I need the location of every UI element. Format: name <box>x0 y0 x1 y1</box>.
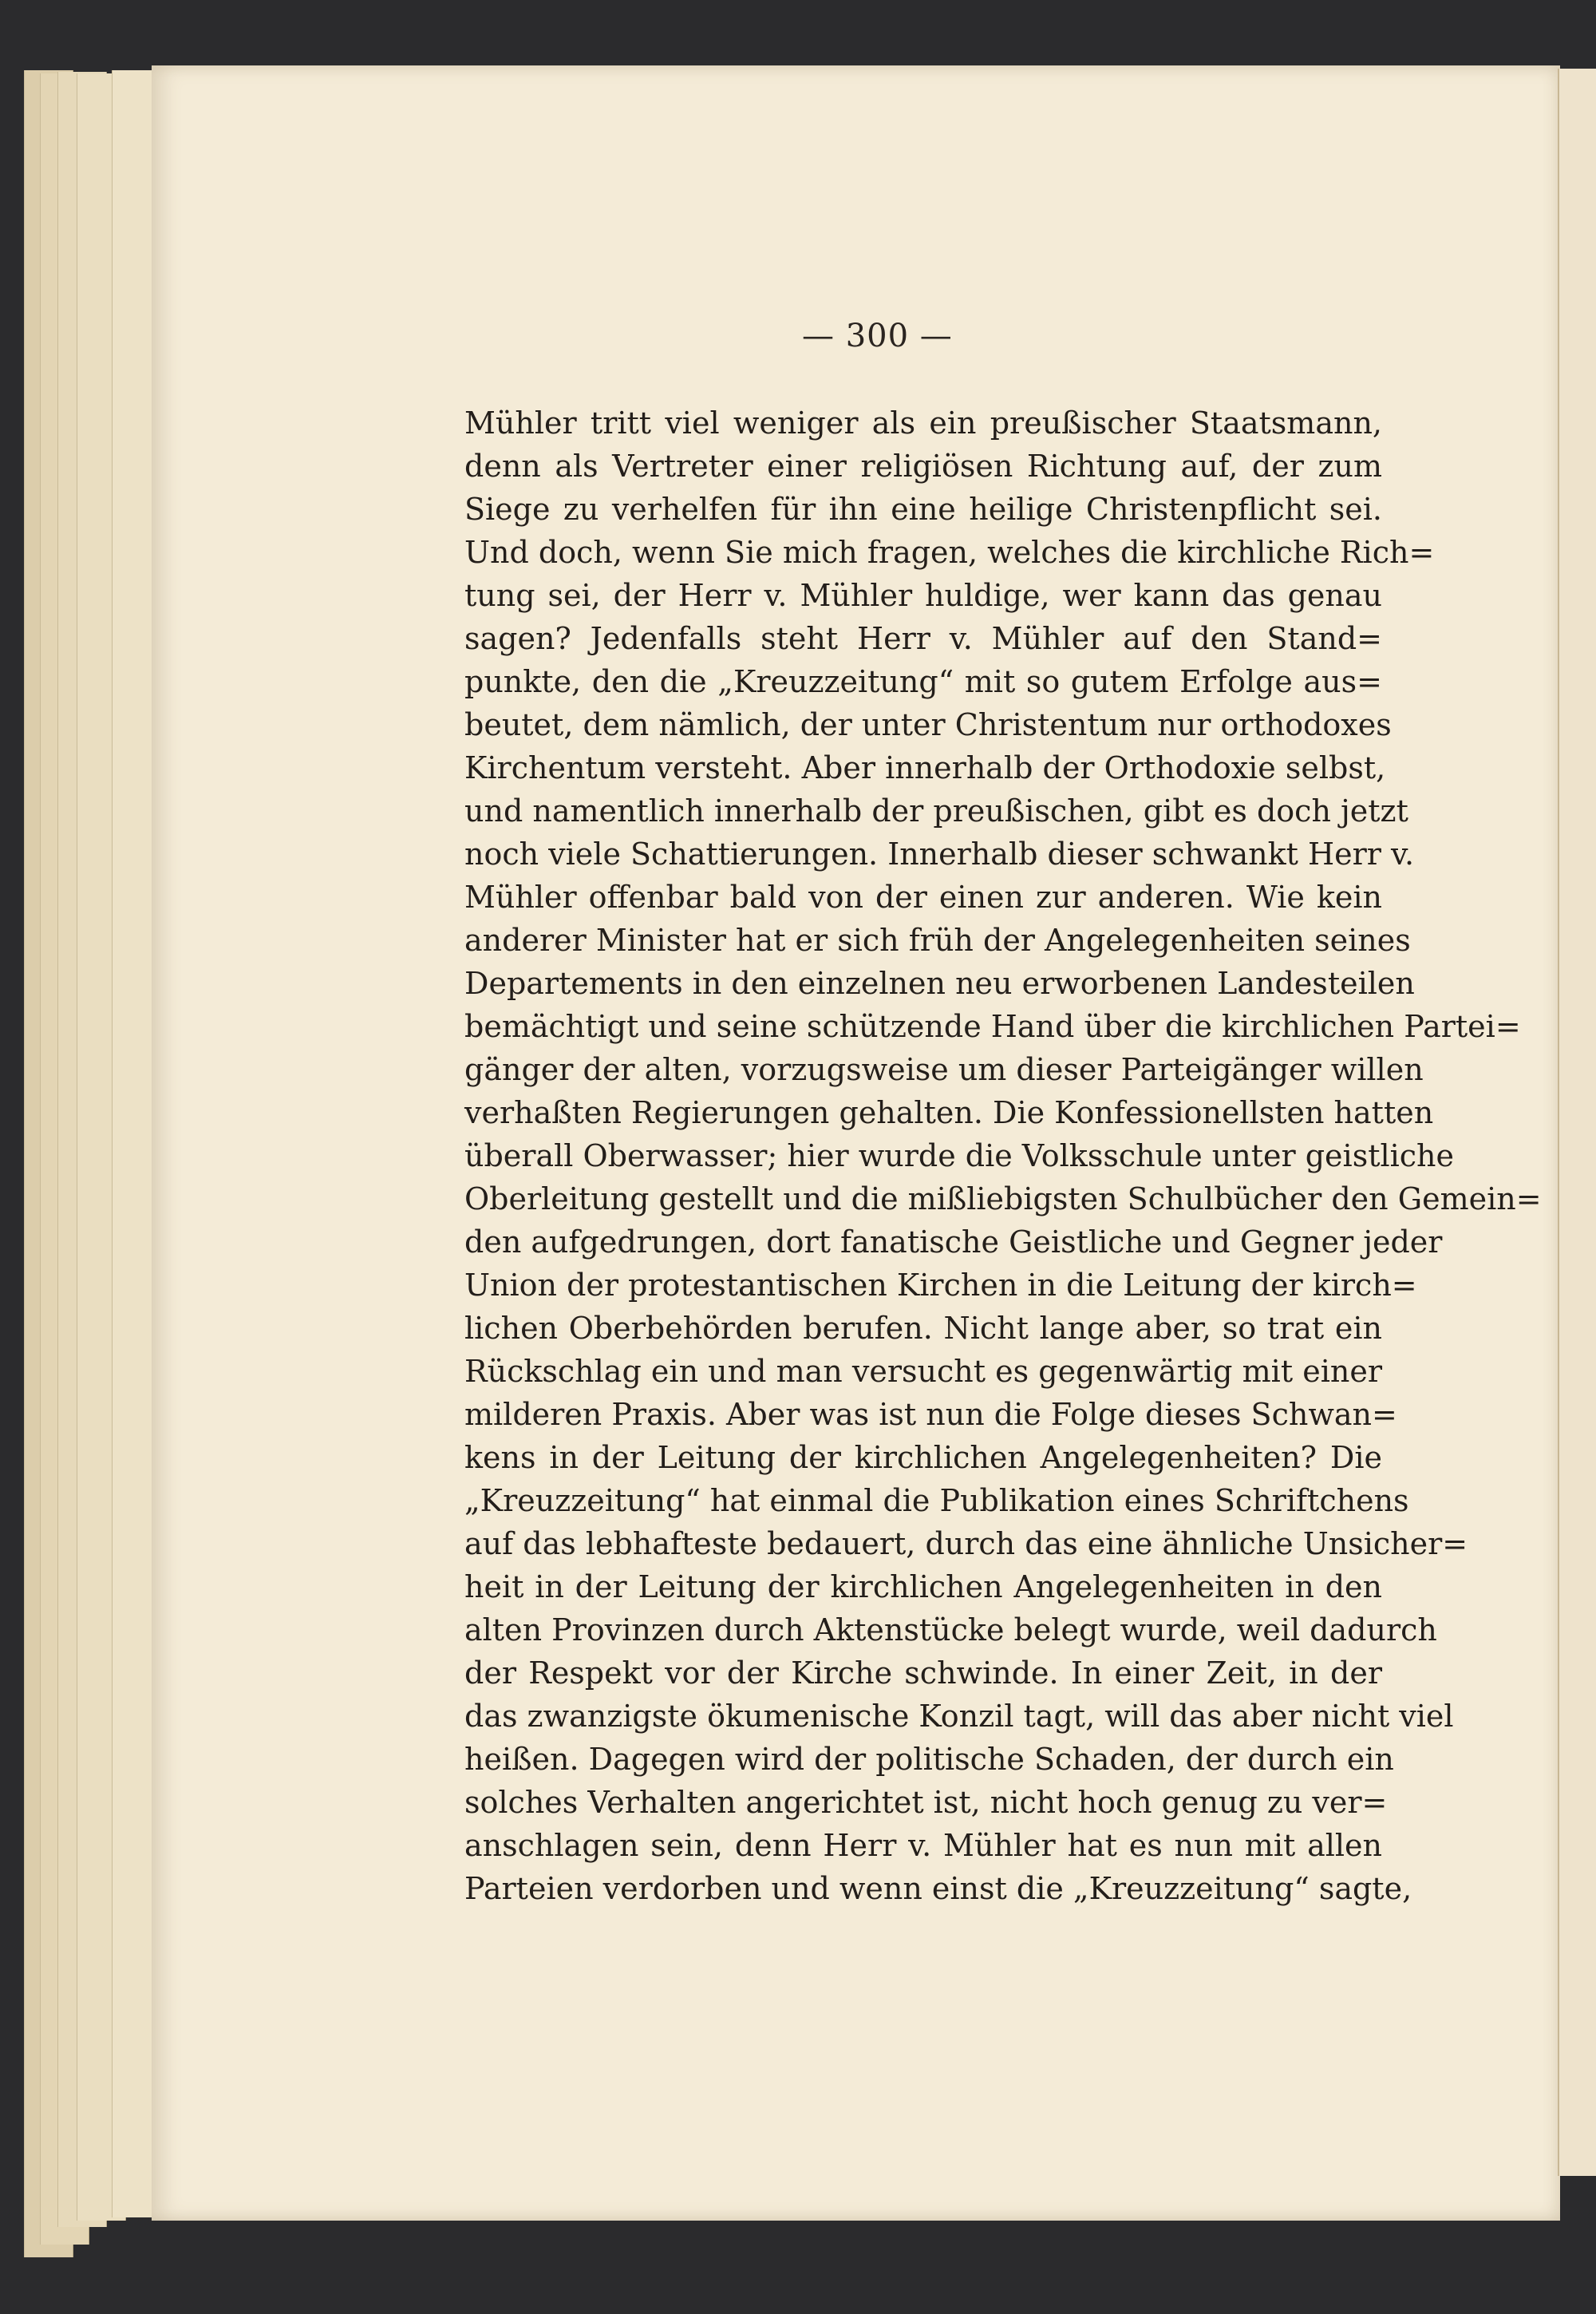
text-line: heißen. Dagegen wird der politische Schaden, der durch ein <box>464 1742 1394 1777</box>
text-line: anderer Minister hat er sich früh der Angelegenheiten seines <box>464 923 1411 958</box>
text-line: anschlagen sein, denn Herr v. Mühler hat es nun mit allen <box>464 1828 1382 1863</box>
text-line: den aufgedrungen, dort fanatische Geistliche und Gegner jeder <box>464 1224 1443 1260</box>
text-line: punkte, den die „Kreuzzeitung“ mit so gutem Erfolge aus= <box>464 664 1382 699</box>
text-line: heit in der Leitung der kirchlichen Angelegenheiten in den <box>464 1569 1382 1604</box>
text-line: Rückschlag ein und man versucht es gegenwärtig mit einer <box>464 1354 1382 1389</box>
text-line: tung sei, der Herr v. Mühler huldige, wer kann das genau <box>464 578 1382 613</box>
text-line: verhaßten Regierungen gehalten. Die Konfessionellsten hatten <box>464 1095 1434 1130</box>
body-text <box>464 401 1542 1910</box>
text-line: sagen? Jedenfalls steht Herr v. Mühler auf den Stand= <box>464 621 1382 656</box>
text-line: und namentlich innerhalb der preußischen, gibt es doch jetzt <box>464 793 1408 829</box>
text-line: Mühler offenbar bald von der einen zur anderen. Wie kein <box>464 880 1382 915</box>
text-line: solches Verhalten angerichtet ist, nicht hoch genug zu ver= <box>464 1785 1388 1820</box>
text-line: „Kreuzzeitung“ hat einmal die Publikation eines Schriftchens <box>464 1483 1409 1518</box>
text-line: Parteien verdorben und wenn einst die „Kreuzzeitung“ sagte, <box>464 1871 1412 1906</box>
text-line: Siege zu verhelfen für ihn eine heilige Christenpflicht sei. <box>464 492 1382 527</box>
text-line: Departements in den einzelnen neu erworbenen Landesteilen <box>464 966 1415 1001</box>
text-line: gänger der alten, vorzugsweise um dieser Parteigänger willen <box>464 1052 1424 1087</box>
text-line: Union der protestantischen Kirchen in die Leitung der kirch= <box>464 1268 1417 1303</box>
text-line: noch viele Schattierungen. Innerhalb dieser schwankt Herr v. <box>464 837 1415 872</box>
text-line: denn als Vertreter einer religiösen Richtung auf, der zum <box>464 449 1382 484</box>
page-number: — 300 — <box>802 318 953 354</box>
text-line: Und doch, wenn Sie mich fragen, welches die kirchliche Rich= <box>464 535 1435 570</box>
text-line: milderen Praxis. Aber was ist nun die Folge dieses Schwan= <box>464 1397 1397 1432</box>
text-line: überall Oberwasser; hier wurde die Volksschule unter geistliche <box>464 1138 1455 1173</box>
text-line: lichen Oberbehörden berufen. Nicht lange aber, so trat ein <box>464 1311 1382 1346</box>
text-line: Kirchentum versteht. Aber innerhalb der Orthodoxie selbst, <box>464 750 1386 785</box>
text-line: kens in der Leitung der kirchlichen Angelegenheiten? Die <box>464 1440 1382 1475</box>
text-line: Oberleitung gestellt und die mißliebigsten Schulbücher den Gemein= <box>464 1181 1542 1216</box>
text-line: bemächtigt und seine schützende Hand über die kirchlichen Partei= <box>464 1009 1521 1044</box>
text-line: alten Provinzen durch Aktenstücke belegt wurde, weil dadurch <box>464 1612 1437 1647</box>
text-line: beutet, dem nämlich, der unter Christentum nur orthodoxes <box>464 707 1392 742</box>
next-page-edge <box>1558 69 1596 2176</box>
text-line: der Respekt vor der Kirche schwinde. In einer Zeit, in der <box>464 1655 1382 1691</box>
text-line: das zwanzigste ökumenische Konzil tagt, will das aber nicht viel <box>464 1699 1454 1734</box>
text-line: auf das lebhafteste bedauert, durch das eine ähnliche Unsicher= <box>464 1526 1468 1561</box>
text-line: Mühler tritt viel weniger als ein preußischer Staatsmann, <box>464 405 1382 441</box>
